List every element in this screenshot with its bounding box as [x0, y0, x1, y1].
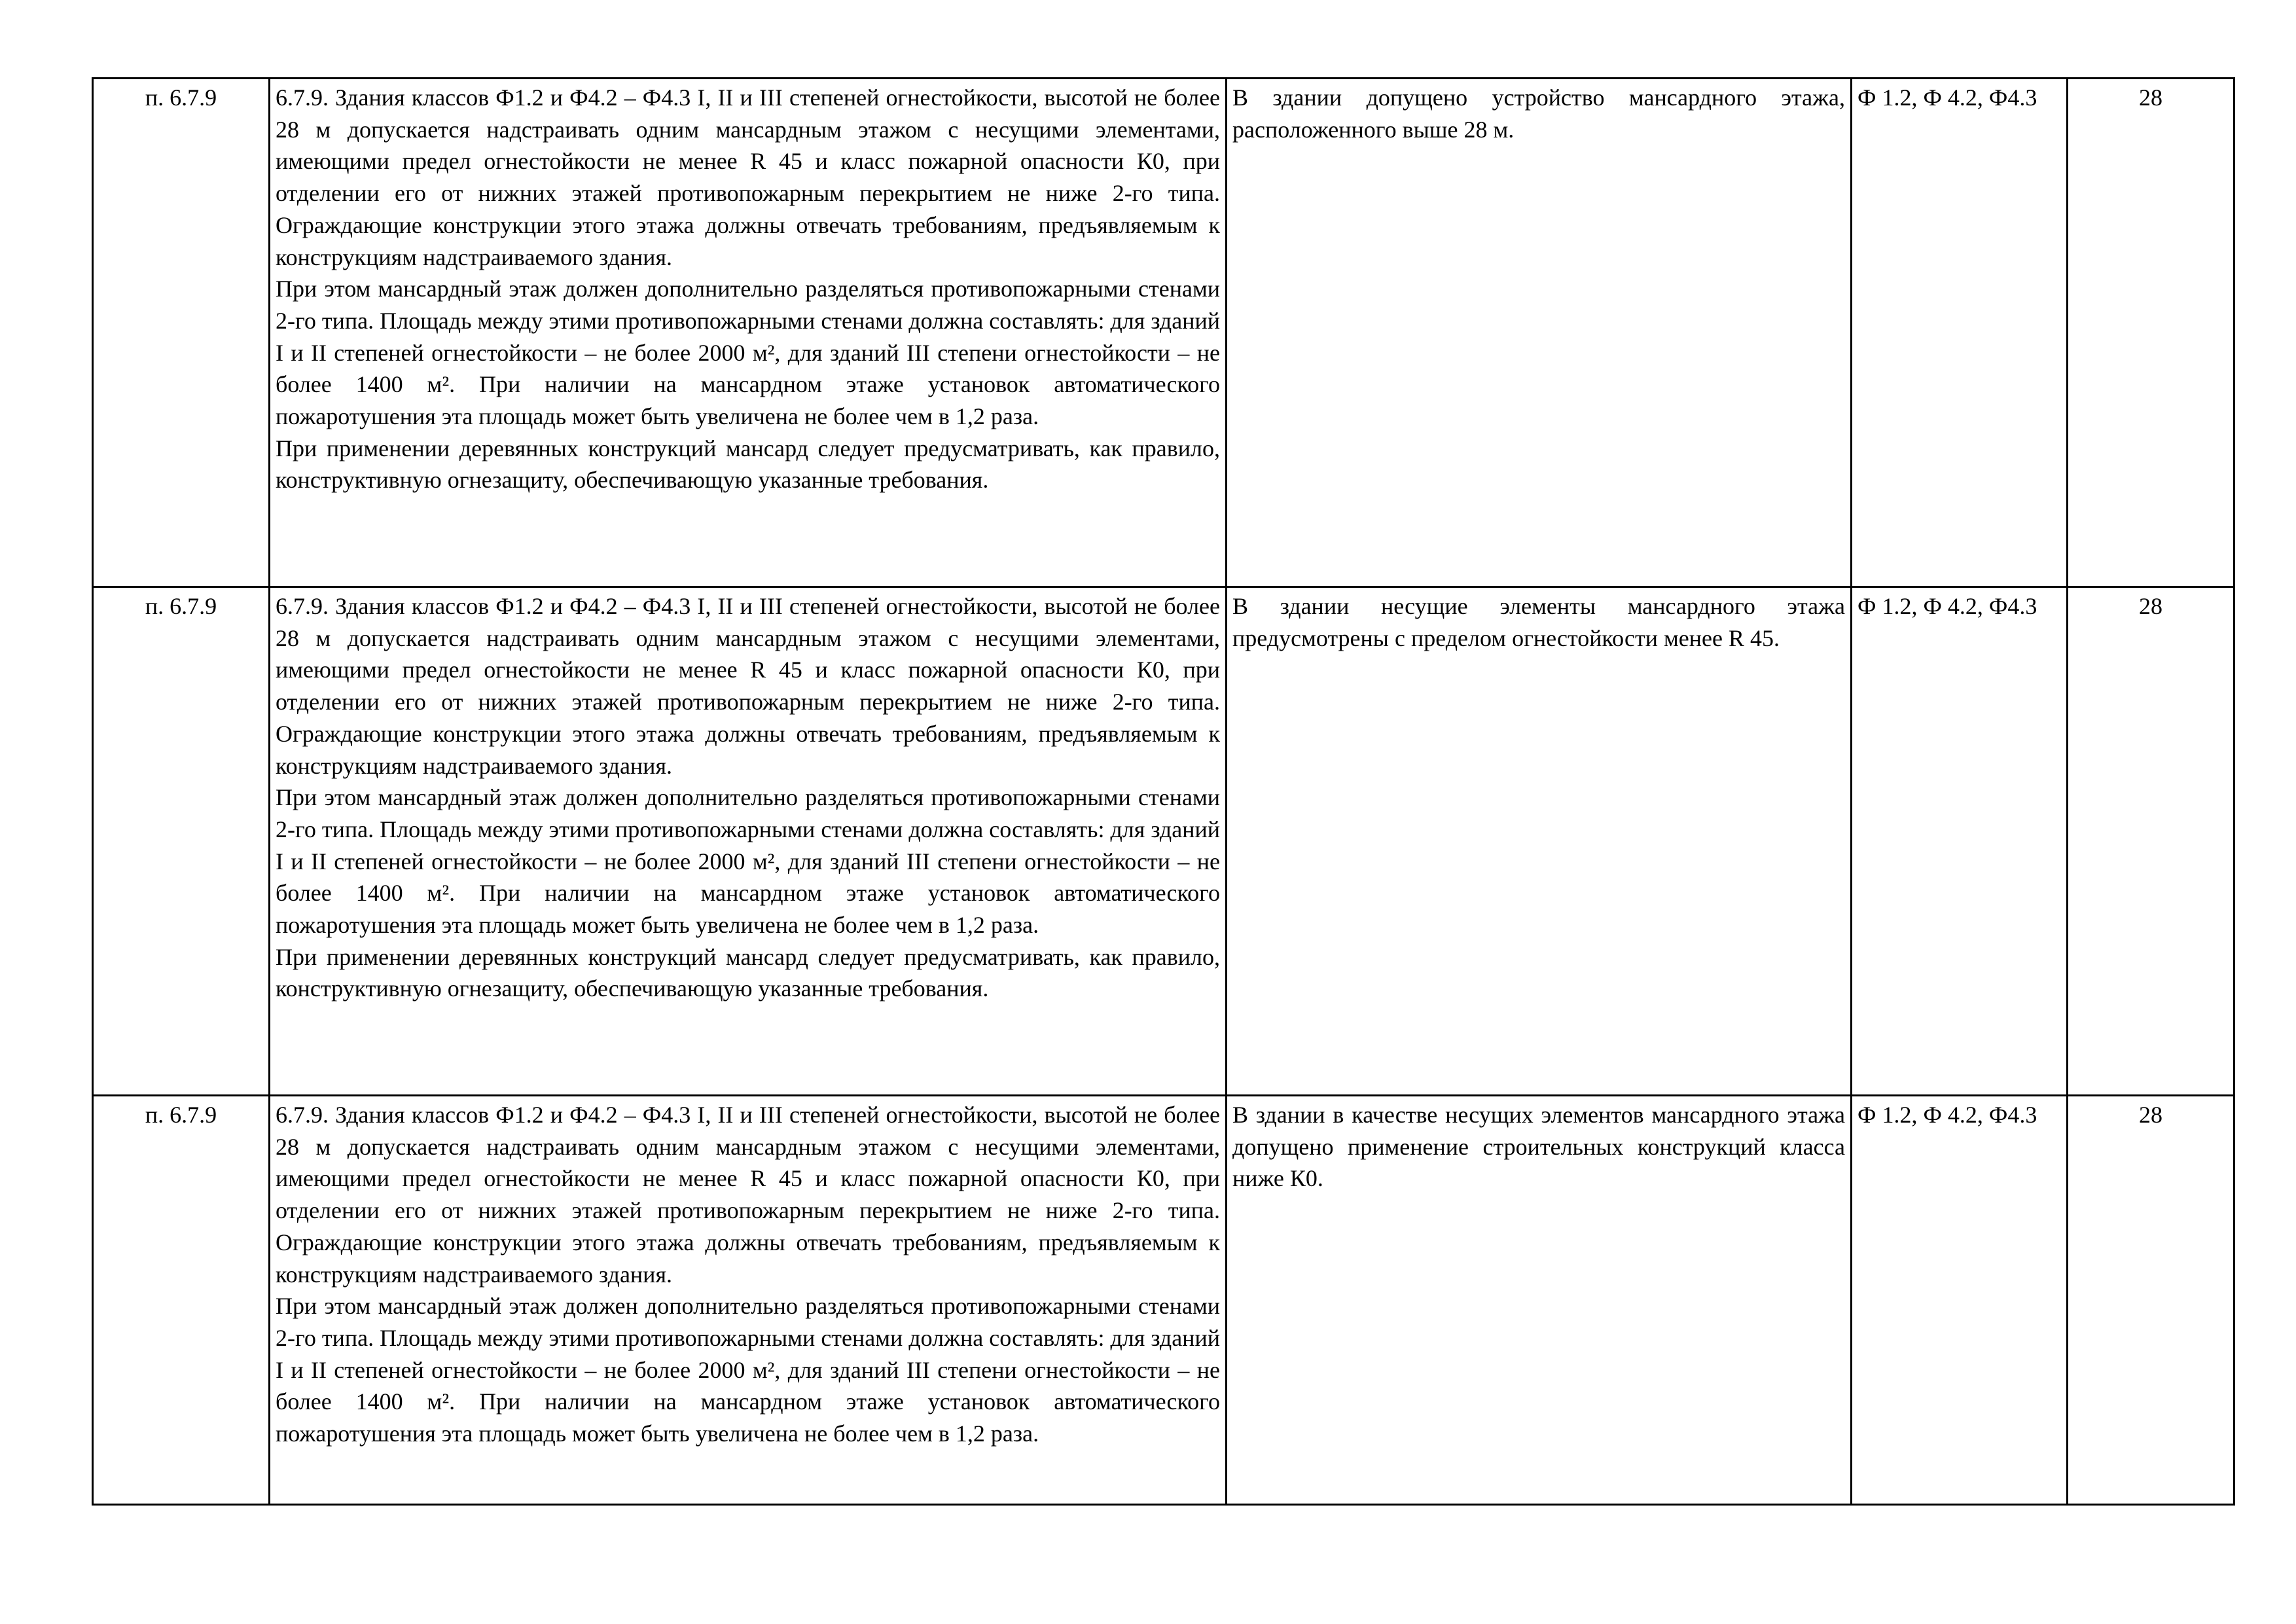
- norm-paragraph: 6.7.9. Здания классов Ф1.2 и Ф4.2 – Ф4.3 I, II и III степеней огнестойкости, высотой не более 28 м допускается надстраивать одним мансардным этажом с несущими элементами, имеющими предел огнестойкости не менее R 45 и класс пожарной опасности К0, при отделении его от нижних этажей противопожарным перекрытием не ниже 2-го типа. Ограждающие конструкции этого этажа должны отвечать требованиям, предъявляемым к конструкциям надстраиваемого здания.: [276, 593, 1220, 779]
- norm-paragraph: При применении деревянных конструкций мансард следует предусматривать, как правило, конструктивную огнезащиту, обеспечивающую указанные требования.: [276, 943, 1220, 1002]
- clause-reference-cell: п. 6.7.9: [93, 587, 270, 1096]
- document-page: [92, 77, 2233, 1506]
- violation-description-cell: В здании несущие элементы мансардного этажа предусмотрены с пределом огнестойкости менее R 45.: [1227, 587, 1852, 1096]
- table-row: [93, 79, 2234, 587]
- table-row: [93, 1096, 2234, 1505]
- page-number-cell: 28: [2068, 587, 2234, 1096]
- norm-paragraph: При применении деревянных конструкций мансард следует предусматривать, как правило, конструктивную огнезащиту, обеспечивающую указанные требования.: [276, 435, 1220, 494]
- norm-paragraph: 6.7.9. Здания классов Ф1.2 и Ф4.2 – Ф4.3 I, II и III степеней огнестойкости, высотой не более 28 м допускается надстраивать одним мансардным этажом с несущими элементами, имеющими предел огнестойкости не менее R 45 и класс пожарной опасности К0, при отделении его от нижних этажей противопожарным перекрытием не ниже 2-го типа. Ограждающие конструкции этого этажа должны отвечать требованиям, предъявляемым к конструкциям надстраиваемого здания.: [276, 84, 1220, 270]
- norm-text-cell: [270, 1096, 1227, 1505]
- clause-reference-cell: п. 6.7.9: [93, 79, 270, 587]
- norm-paragraph: При этом мансардный этаж должен дополнительно разделяться противопожарными стенами 2-го типа. Площадь между этими противопожарными стенами должна составлять: для зданий I и II степеней огнестойкости – не более 2000 м², для зданий III степени огнестойкости – не более 1400 м². При наличии на мансардном этаже установок автоматического пожаротушения эта площадь может быть увеличена не более чем в 1,2 раза.: [276, 276, 1220, 430]
- norm-paragraph: При этом мансардный этаж должен дополнительно разделяться противопожарными стенами 2-го типа. Площадь между этими противопожарными стенами должна составлять: для зданий I и II степеней огнестойкости – не более 2000 м², для зданий III степени огнестойкости – не более 1400 м². При наличии на мансардном этаже установок автоматического пожаротушения эта площадь может быть увеличена не более чем в 1,2 раза.: [276, 1293, 1220, 1447]
- norm-paragraph: 6.7.9. Здания классов Ф1.2 и Ф4.2 – Ф4.3 I, II и III степеней огнестойкости, высотой не более 28 м допускается надстраивать одним мансардным этажом с несущими элементами, имеющими предел огнестойкости не менее R 45 и класс пожарной опасности К0, при отделении его от нижних этажей противопожарным перекрытием не ниже 2-го типа. Ограждающие конструкции этого этажа должны отвечать требованиям, предъявляемым к конструкциям надстраиваемого здания.: [276, 1102, 1220, 1288]
- norm-text-cell: [270, 79, 1227, 587]
- building-class-cell: Ф 1.2, Ф 4.2, Ф4.3: [1852, 587, 2068, 1096]
- clause-reference-cell: п. 6.7.9: [93, 1096, 270, 1505]
- building-class-cell: Ф 1.2, Ф 4.2, Ф4.3: [1852, 1096, 2068, 1505]
- page-number-cell: 28: [2068, 79, 2234, 587]
- violation-description-cell: В здании допущено устройство мансардного этажа, расположенного выше 28 м.: [1227, 79, 1852, 587]
- page-number-cell: 28: [2068, 1096, 2234, 1505]
- violation-description-cell: В здании в качестве несущих элементов мансардного этажа допущено применение строительных конструкций класса ниже К0.: [1227, 1096, 1852, 1505]
- norm-text-cell: [270, 587, 1227, 1096]
- norm-paragraph: При этом мансардный этаж должен дополнительно разделяться противопожарными стенами 2-го типа. Площадь между этими противопожарными стенами должна составлять: для зданий I и II степеней огнестойкости – не более 2000 м², для зданий III степени огнестойкости – не более 1400 м². При наличии на мансардном этаже установок автоматического пожаротушения эта площадь может быть увеличена не более чем в 1,2 раза.: [276, 784, 1220, 939]
- requirements-table: [92, 77, 2235, 1506]
- table-row: [93, 587, 2234, 1096]
- building-class-cell: Ф 1.2, Ф 4.2, Ф4.3: [1852, 79, 2068, 587]
